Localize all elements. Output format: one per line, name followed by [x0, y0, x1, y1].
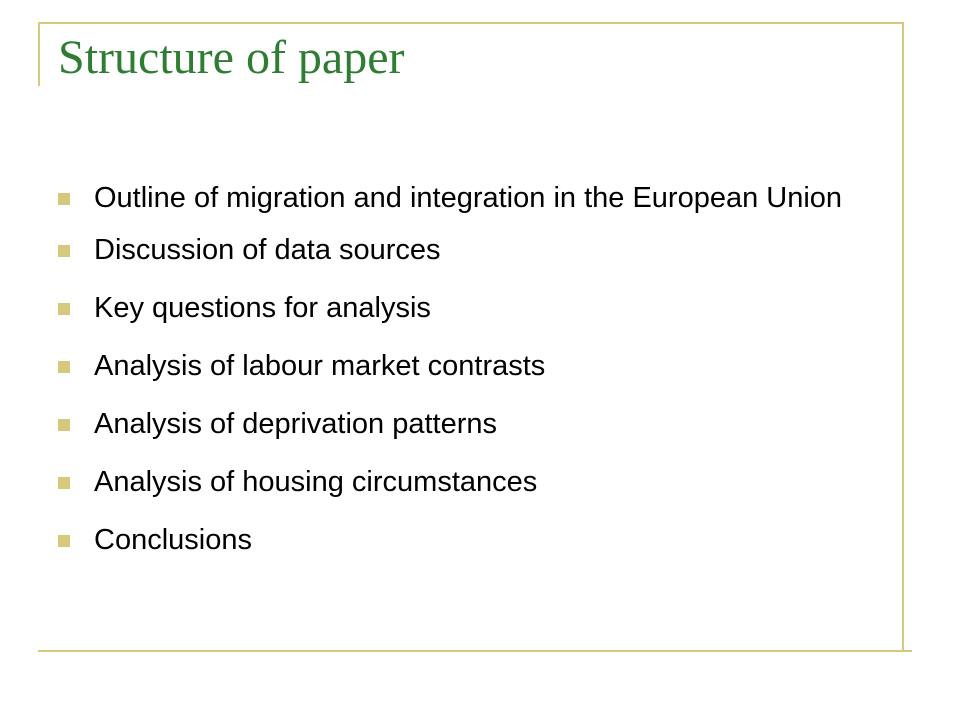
- frame-bottom-line: [38, 650, 912, 652]
- slide-title: Structure of paper: [58, 31, 405, 84]
- bullet-text: Conclusions: [94, 524, 252, 556]
- square-bullet-icon: [58, 477, 70, 489]
- frame-left-line: [38, 22, 40, 86]
- bullet-item: [58, 348, 878, 384]
- square-bullet-icon: [58, 361, 70, 373]
- square-bullet-icon: [58, 303, 70, 315]
- bullet-item: [58, 522, 878, 558]
- frame-right-line: [902, 22, 904, 652]
- bullet-text: Discussion of data sources: [94, 234, 441, 266]
- bullet-text: Analysis of housing circumstances: [94, 466, 538, 498]
- square-bullet-icon: [58, 419, 70, 431]
- bullet-item: [58, 406, 878, 442]
- bullet-text: Analysis of labour market contrasts: [94, 350, 546, 382]
- square-bullet-icon: [58, 535, 70, 547]
- square-bullet-icon: [58, 193, 70, 205]
- bullet-item: [58, 290, 878, 326]
- bullet-item: [58, 232, 878, 268]
- bullet-item: [58, 464, 878, 500]
- square-bullet-icon: [58, 245, 70, 257]
- bullet-text: Analysis of deprivation patterns: [94, 408, 497, 440]
- bullet-item: [58, 180, 878, 216]
- frame-top-line: [38, 22, 904, 24]
- bullet-text: Outline of migration and integration in the European Union: [94, 182, 843, 214]
- bullet-list: [58, 180, 878, 580]
- bullet-text: Key questions for analysis: [94, 292, 431, 324]
